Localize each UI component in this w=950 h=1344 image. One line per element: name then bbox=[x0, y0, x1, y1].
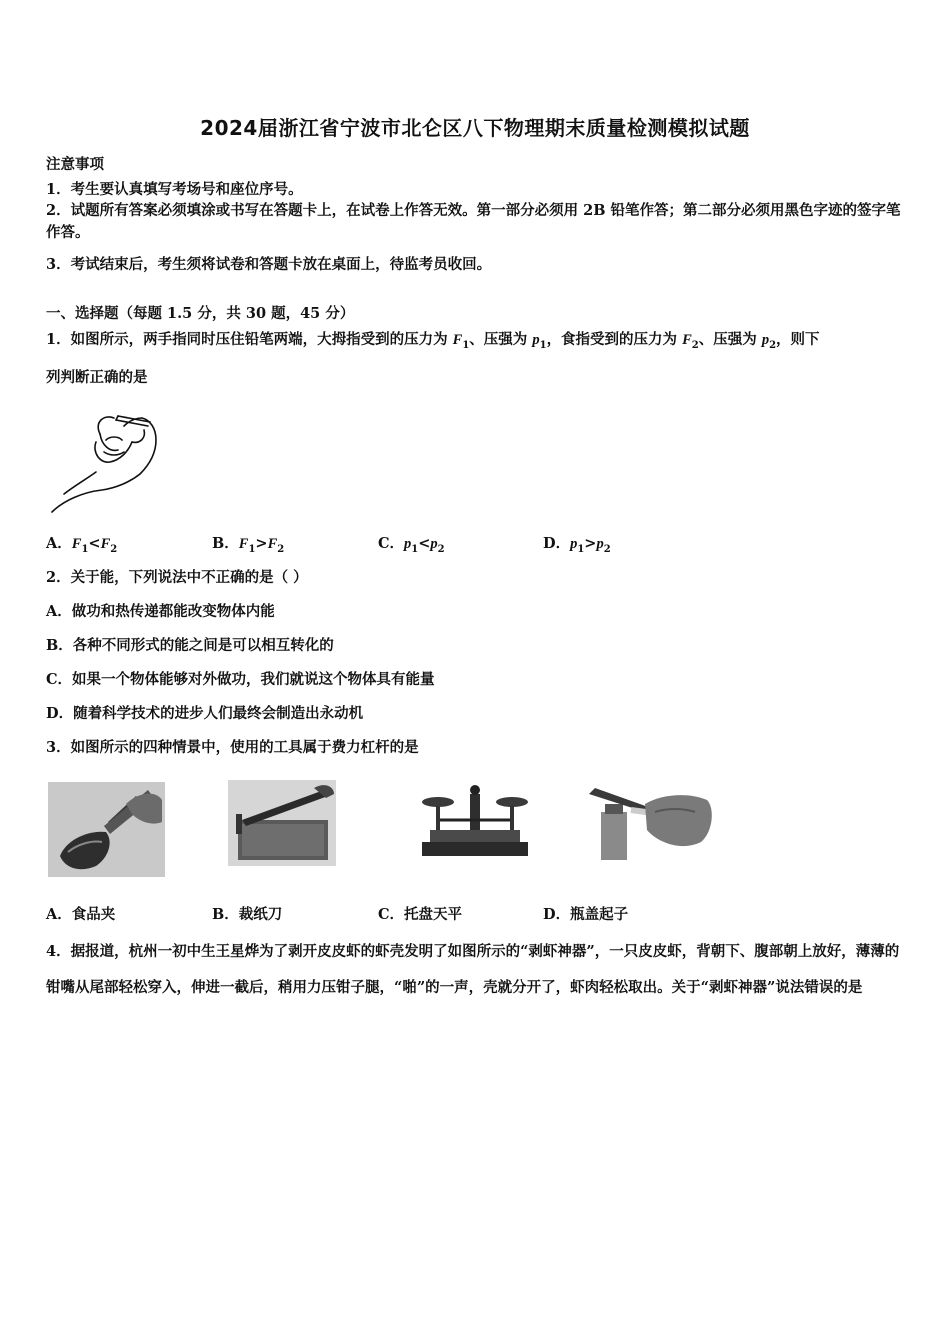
notice-item-1: 1．考生要认真填写考场号和座位序号。 bbox=[46, 181, 303, 198]
q3-option-d[interactable]: D．瓶盖起子 bbox=[543, 906, 629, 923]
balance-scale-image bbox=[416, 780, 534, 862]
q1-option-a[interactable]: A．$F_1<F_2$ bbox=[46, 535, 118, 555]
q3-stem: 3．如图所示的四种情景中，使用的工具属于费力杠杆的是 bbox=[46, 739, 419, 756]
q1-option-c[interactable]: C．$p_1<p_2$ bbox=[378, 535, 445, 555]
q2-option-b[interactable]: B．各种不同形式的能之间是可以相互转化的 bbox=[46, 637, 334, 654]
bottle-opener-image bbox=[585, 782, 717, 860]
q2-stem: 2．关于能，下列说法中不正确的是（ ） bbox=[46, 569, 308, 586]
q1-stem-line1: 1．如图所示，两手指同时压住铅笔两端，大拇指受到的压力为 $F_1$、压强为 $p_1$，食指受到的压力为 $F_2$、压强为 $p_2$，则下 bbox=[46, 331, 820, 351]
q2-option-a[interactable]: A．做功和热传递都能改变物体内能 bbox=[46, 603, 275, 620]
notice-item-3: 3．考试结束后，考生须将试卷和答题卡放在桌面上，待监考员收回。 bbox=[46, 256, 492, 273]
food-tongs-image bbox=[48, 782, 165, 877]
q1-option-d[interactable]: D．$p_1>p_2$ bbox=[543, 535, 611, 555]
page-title: 2024届浙江省宁波市北仑区八下物理期末质量检测模拟试题 bbox=[200, 116, 750, 140]
q3-option-a[interactable]: A．食品夹 bbox=[46, 906, 116, 923]
notice-item-2: 2．试题所有答案必须填涂或书写在答题卡上，在试卷上作答无效。第一部分必须用 2B 铅笔作答；第二部分必须用黑色字迹的签字笔作答。 bbox=[46, 202, 901, 241]
q2-option-c[interactable]: C．如果一个物体能够对外做功，我们就说这个物体具有能量 bbox=[46, 671, 435, 688]
paper-cutter-image bbox=[228, 780, 336, 866]
q1-stem-line2: 列判断正确的是 bbox=[46, 369, 148, 386]
q1-option-b[interactable]: B．$F_1>F_2$ bbox=[212, 535, 285, 555]
q2-option-d[interactable]: D．随着科学技术的进步人们最终会制造出永动机 bbox=[46, 705, 364, 722]
section-heading: 一、选择题（每题 1.5 分，共 30 题，45 分） bbox=[46, 305, 355, 322]
hand-pencil-figure bbox=[44, 412, 168, 516]
notice-heading: 注意事项 bbox=[46, 156, 104, 173]
q3-option-b[interactable]: B．裁纸刀 bbox=[212, 906, 283, 923]
q4-stem: 4．据报道，杭州一初中生王星烨为了剥开皮皮虾的虾壳发明了如图所示的“剥虾神器”，一只皮皮虾，背朝下、腹部朝上放好，薄薄的钳嘴从尾部轻松穿入，伸进一截后，稍用力压钳子腿，“啪”的一声，壳就分开了，虾肉轻松取出。关于“剥虾神器”说法错误的是 bbox=[46, 943, 900, 996]
q3-option-c[interactable]: C．托盘天平 bbox=[378, 906, 463, 923]
